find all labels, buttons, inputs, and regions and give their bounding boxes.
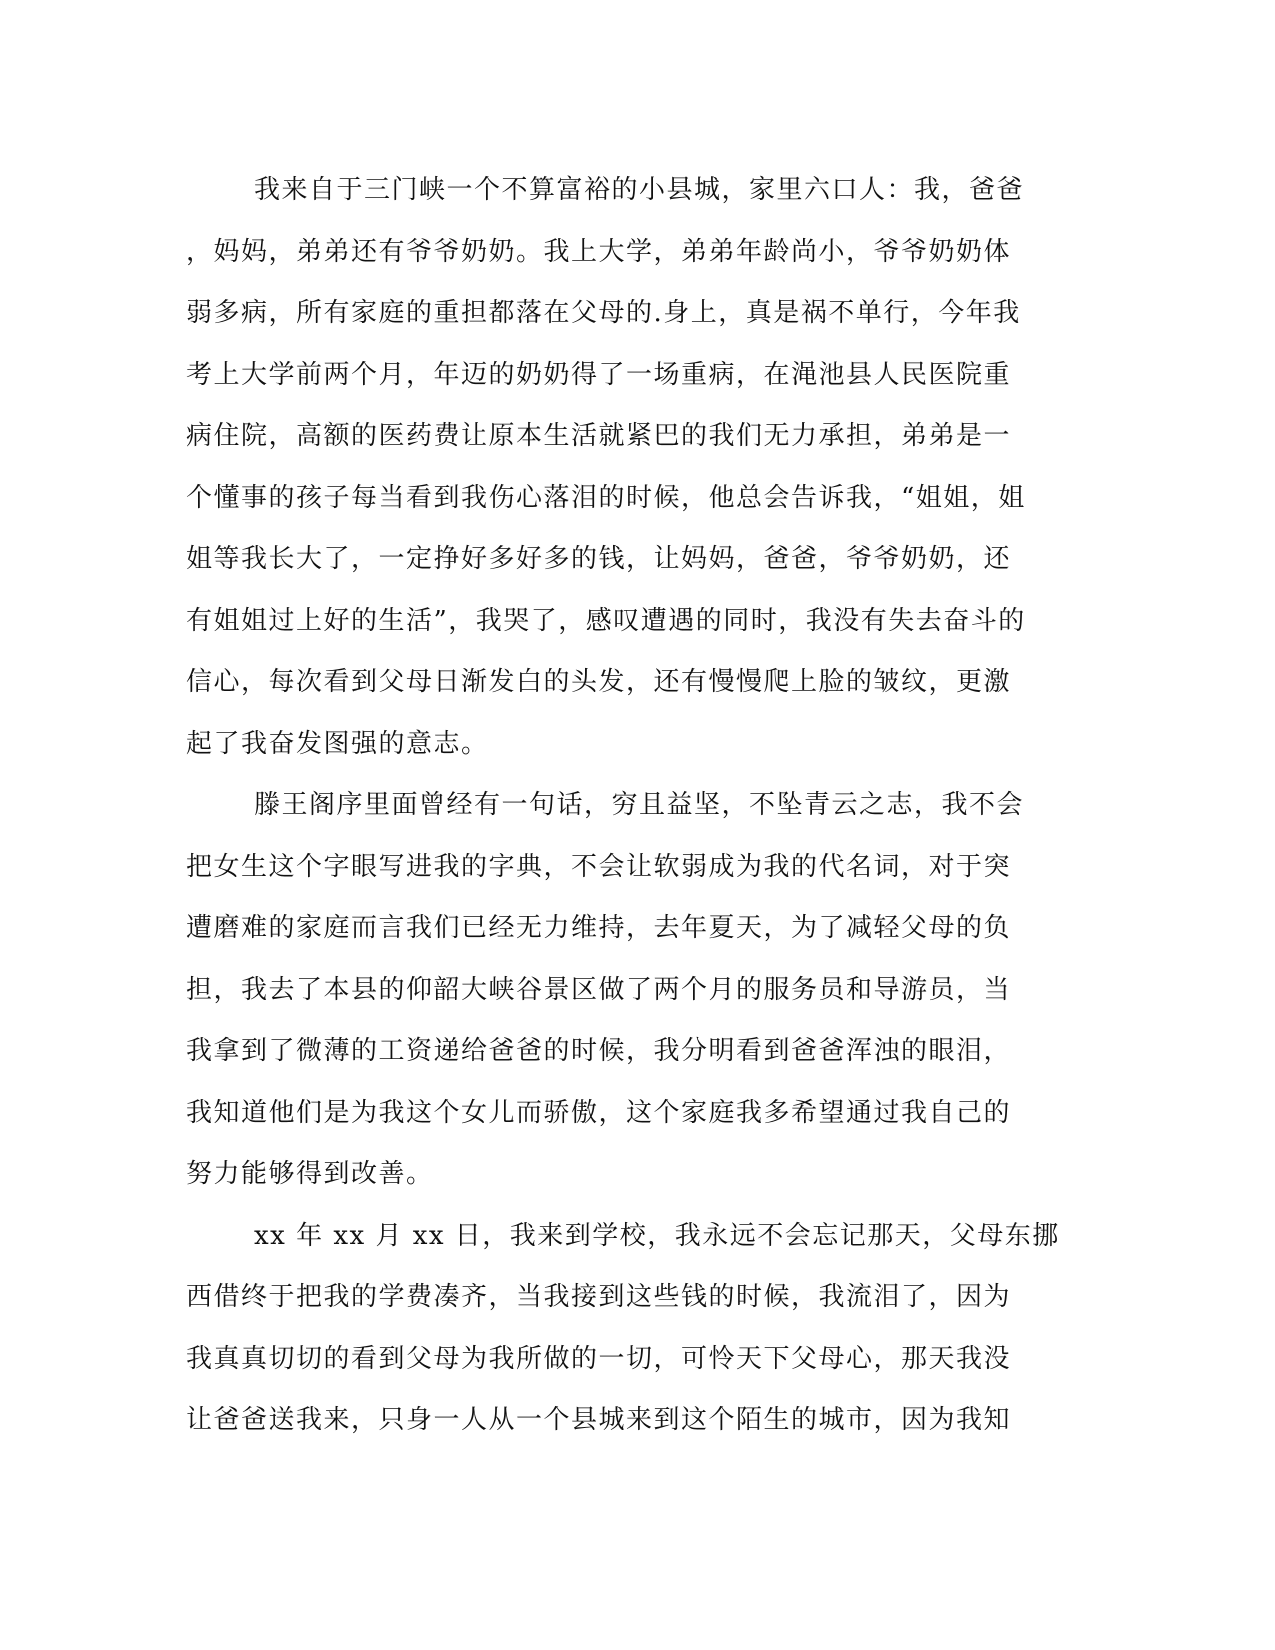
text-line: 遭磨难的家庭而言我们已经无力维持，去年夏天，为了减轻父母的负 bbox=[186, 913, 1012, 943]
text-line: 个懂事的孩子每当看到我伤心落泪的时候，他总会告诉我，“姐姐，姐 bbox=[186, 482, 1026, 513]
text-line: 有姐姐过上好的生活”，我哭了，感叹遭遇的同时，我没有失去奋斗的 bbox=[186, 605, 1026, 636]
text-line: 西借终于把我的学费凑齐，当我接到这些钱的时候，我流泪了，因为 bbox=[186, 1282, 1012, 1312]
paragraph-3 bbox=[186, 1206, 1066, 1452]
paragraph-1 bbox=[186, 160, 1066, 775]
text-line: 弱多病，所有家庭的重担都落在父母的.身上，真是祸不单行，今年我 bbox=[186, 298, 1021, 328]
paragraph-2 bbox=[186, 775, 1066, 1206]
text-line: 努力能够得到改善。 bbox=[186, 1159, 434, 1189]
text-line: 我知道他们是为我这个女儿而骄傲，这个家庭我多希望通过我自己的 bbox=[186, 1097, 1012, 1128]
text-line: 病住院，高额的医药费让原本生活就紧巴的我们无力承担，弟弟是一 bbox=[186, 421, 1012, 451]
text-line: 信心，每次看到父母日渐发白的头发，还有慢慢爬上脸的皱纹，更激 bbox=[186, 667, 1012, 697]
text-line: 让爸爸送我来，只身一人从一个县城来到这个陌生的城市，因为我知 bbox=[186, 1405, 1012, 1435]
body-text bbox=[186, 160, 1066, 1452]
text-line: 起了我奋发图强的意志。 bbox=[186, 728, 489, 759]
text-line: 担，我去了本县的仰韶大峡谷景区做了两个月的服务员和导游员，当 bbox=[186, 974, 1012, 1005]
text-line: 我来自于三门峡一个不算富裕的小县城，家里六口人：我，爸爸 bbox=[254, 175, 1025, 205]
text-line: xx 年 xx 月 xx 日，我来到学校，我永远不会忘记那天，父母东挪 bbox=[254, 1220, 1060, 1251]
text-line: 我拿到了微薄的工资递给爸爸的时候，我分明看到爸爸浑浊的眼泪， bbox=[186, 1036, 1012, 1066]
text-line: 我真真切切的看到父母为我所做的一切，可怜天下父母心，那天我没 bbox=[186, 1343, 1012, 1374]
text-line: 把女生这个字眼写进我的字典，不会让软弱成为我的代名词，对于突 bbox=[186, 851, 1012, 882]
text-line: ，妈妈，弟弟还有爷爷奶奶。我上大学，弟弟年龄尚小，爷爷奶奶体 bbox=[186, 236, 1012, 267]
text-line: 考上大学前两个月，年迈的奶奶得了一场重病，在渑池县人民医院重 bbox=[186, 359, 1012, 390]
text-line: 姐等我长大了，一定挣好多好多的钱，让妈妈，爸爸，爷爷奶奶，还 bbox=[186, 544, 1012, 574]
text-line: 滕王阁序里面曾经有一句话，穷且益坚，不坠青云之志，我不会 bbox=[254, 790, 1025, 820]
